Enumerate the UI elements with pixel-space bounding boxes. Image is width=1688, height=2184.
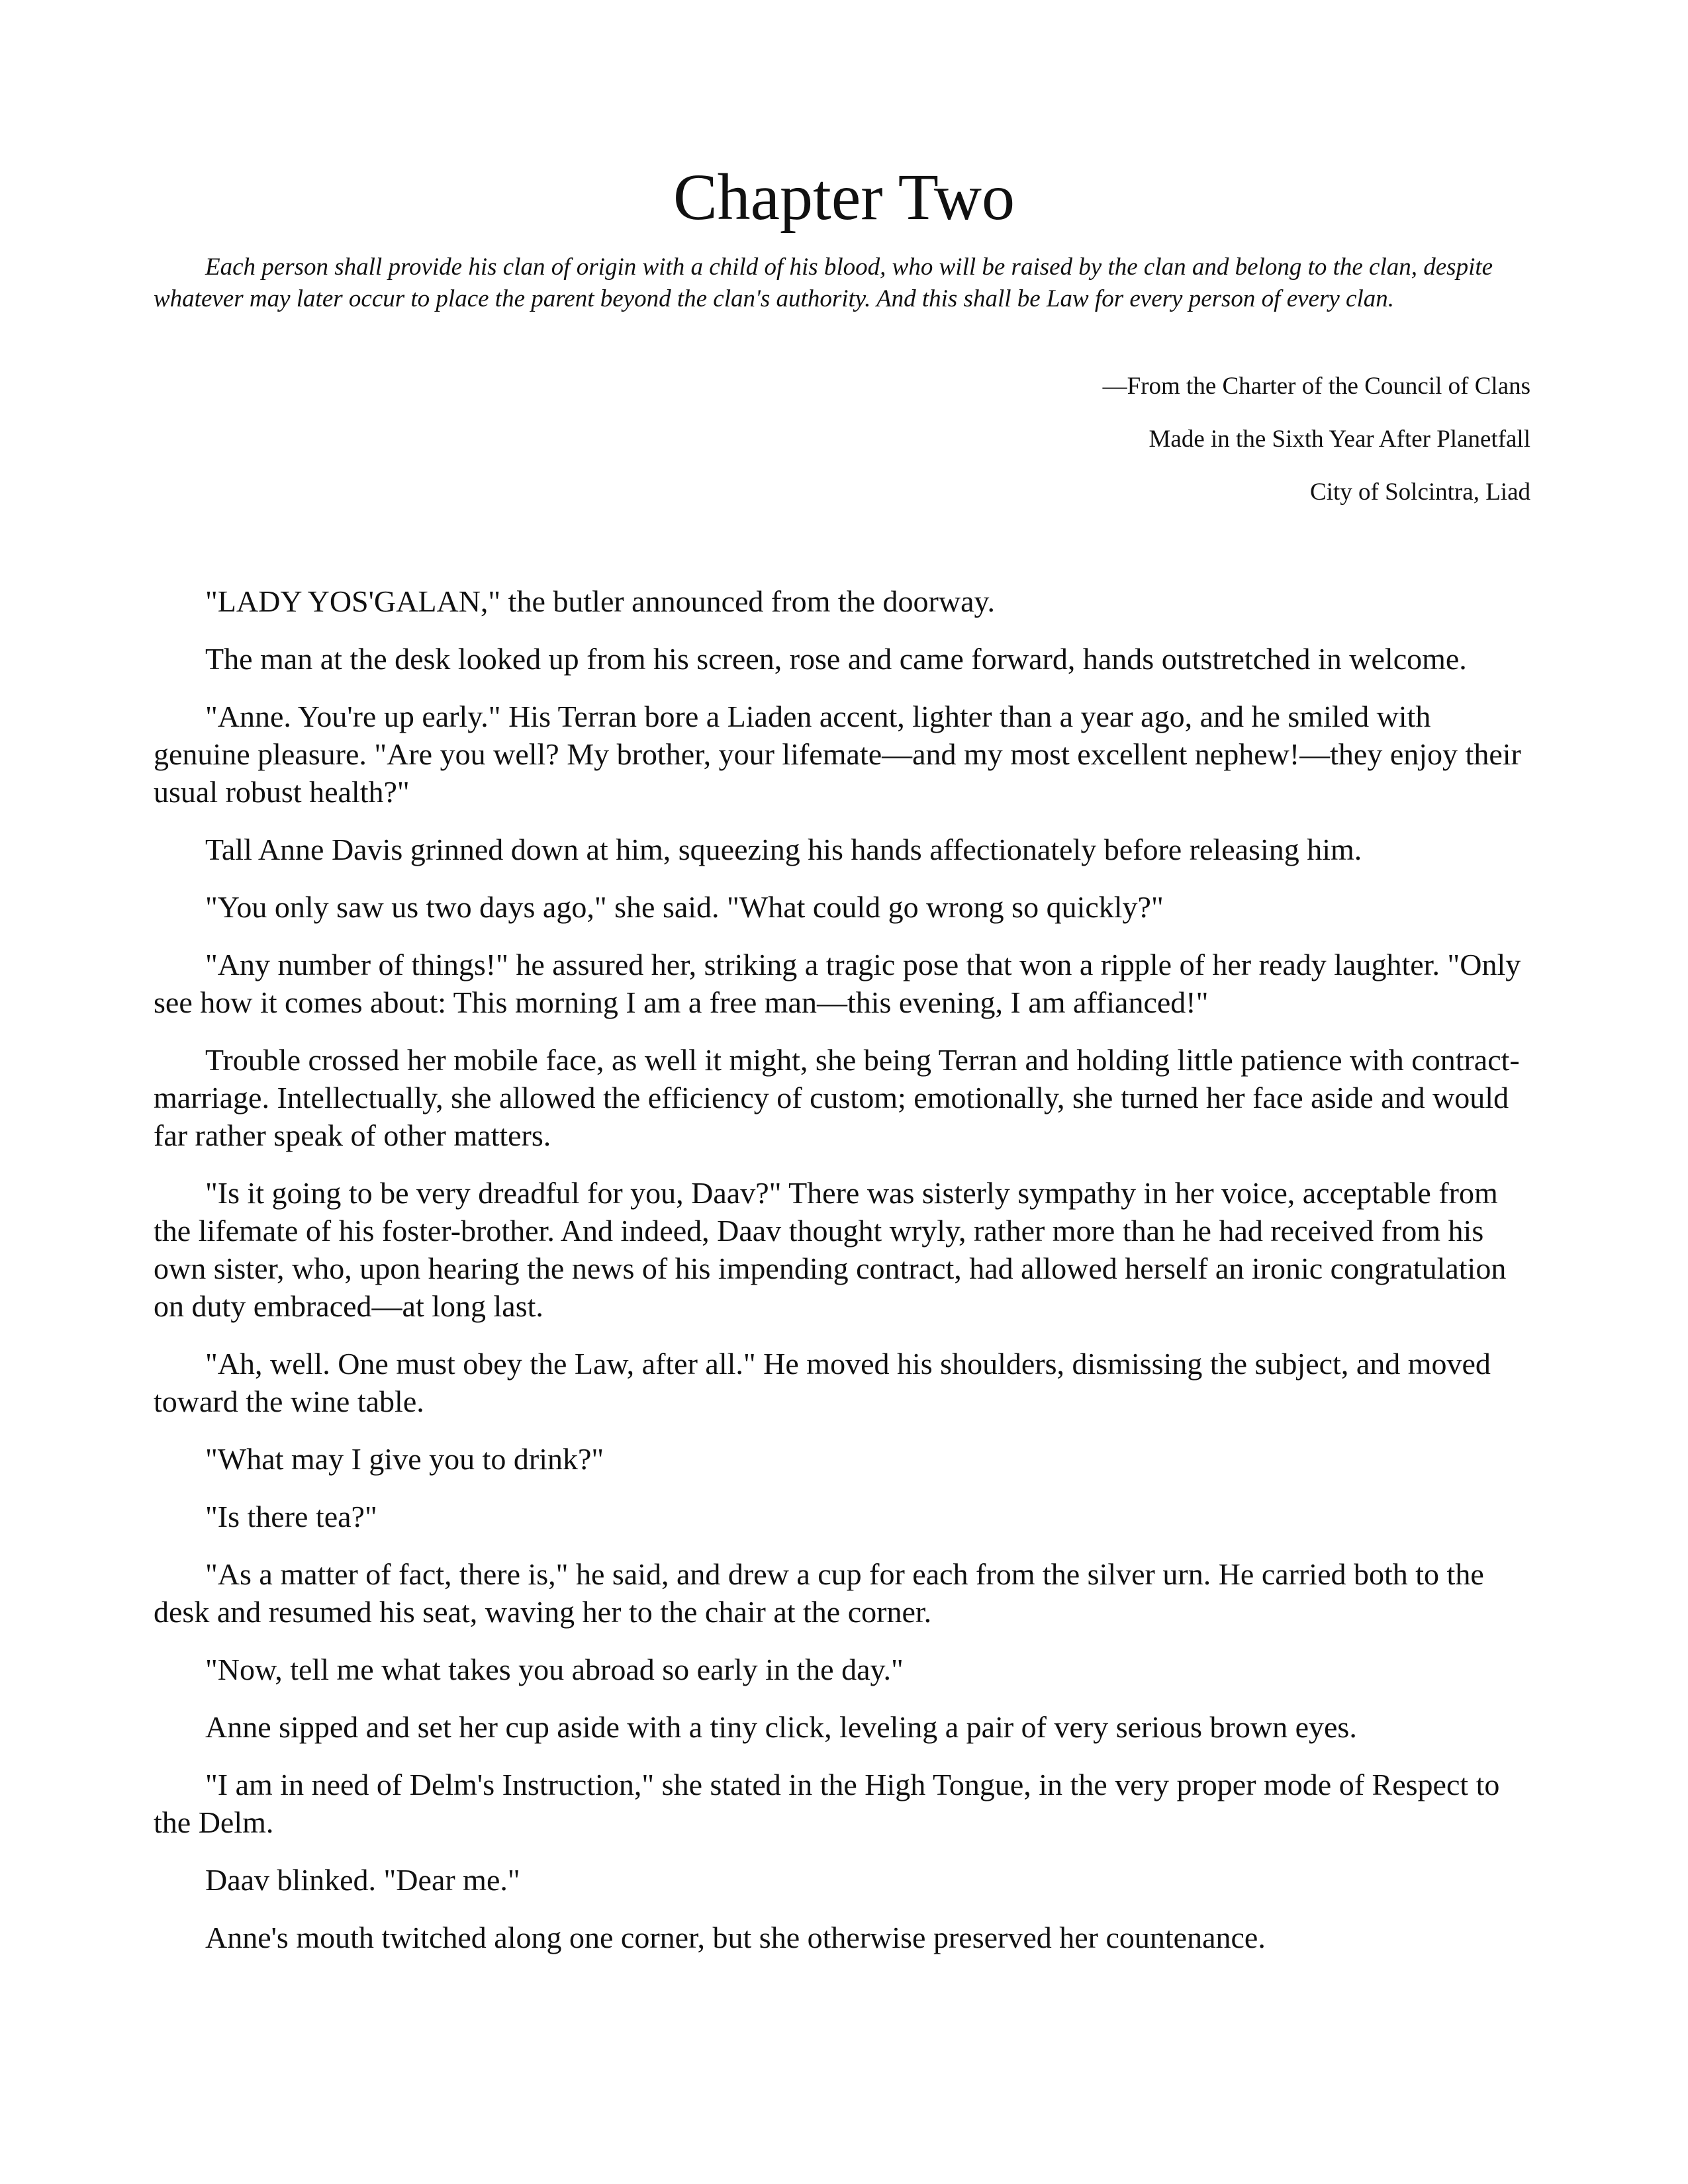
paragraph: "Anne. You're up early." His Terran bore a Liaden accent, lighter than a year ago, and he smiled with genuine pleasure. "Are you well? My brother, your lifemate—and my most excellent nephew!—they enjoy their usual robust health?" [154,700,1521,809]
paragraph: Tall Anne Davis grinned down at him, squeezing his hands affectionately before releasing him. [205,833,1362,866]
epigraph-attribution-place: City of Solcintra, Liad [1310,478,1530,506]
chapter-title: Chapter Two [673,160,1015,234]
paragraph: Daav blinked. "Dear me." [205,1863,520,1897]
paragraph: "Ah, well. One must obey the Law, after all." He moved his shoulders, dismissing the subject, and moved toward the wine table. [154,1347,1491,1418]
epigraph-attribution-date: Made in the Sixth Year After Planetfall [1149,426,1530,453]
paragraph: "Is there tea?" [205,1500,377,1533]
paragraph: Anne's mouth twitched along one corner, but she otherwise preserved her countenance. [205,1921,1266,1954]
paragraph: "As a matter of fact, there is," he said, and drew a cup for each from the silver urn. He carried both to the desk and resumed his seat, waving her to the chair at the corner. [154,1557,1484,1629]
paragraph: "You only saw us two days ago," she said. "What could go wrong so quickly?" [205,890,1164,924]
paragraph: Anne sipped and set her cup aside with a tiny click, leveling a pair of very serious brown eyes. [205,1710,1357,1744]
paragraph: "LADY YOS'GALAN," the butler announced from the doorway. [205,584,996,618]
paragraph: "What may I give you to drink?" [205,1442,604,1476]
paragraph: "Now, tell me what takes you abroad so early in the day." [205,1653,904,1686]
chapter-body [154,582,1530,1976]
paragraph: "Any number of things!" he assured her, striking a tragic pose that won a ripple of her ready laughter. "Only see how it comes about: This morning I am a free man—this evening, I am affianced!" [154,948,1521,1019]
paragraph: "I am in need of Delm's Instruction," she stated in the High Tongue, in the very proper mode of Respect to the Delm. [154,1768,1500,1839]
epigraph-quote: Each person shall provide his clan of origin with a child of his blood, who will be raised by the clan and belong to the clan, despite whatever may later occur to place the parent beyond the clan's authority. And this shall be Law for every person of every clan. [154,253,1493,312]
paragraph: "Is it going to be very dreadful for you, Daav?" There was sisterly sympathy in her voice, acceptable from the lifemate of his foster-brother. And indeed, Daav thought wryly, rather more than he had received from his own sister, who, upon hearing the news of his impending contract, had allowed herself an ironic congratulation on duty embraced—at long last. [154,1176,1507,1323]
paragraph: Trouble crossed her mobile face, as well it might, she being Terran and holding little patience with contract-marriage. Intellectually, she allowed the efficiency of custom; emotionally, she turned her face aside and would far rather speak of other matters. [154,1043,1520,1152]
epigraph-attribution-source: —From the Charter of the Council of Clans [1102,373,1530,400]
paragraph: The man at the desk looked up from his screen, rose and came forward, hands outstretched in welcome. [205,642,1467,676]
